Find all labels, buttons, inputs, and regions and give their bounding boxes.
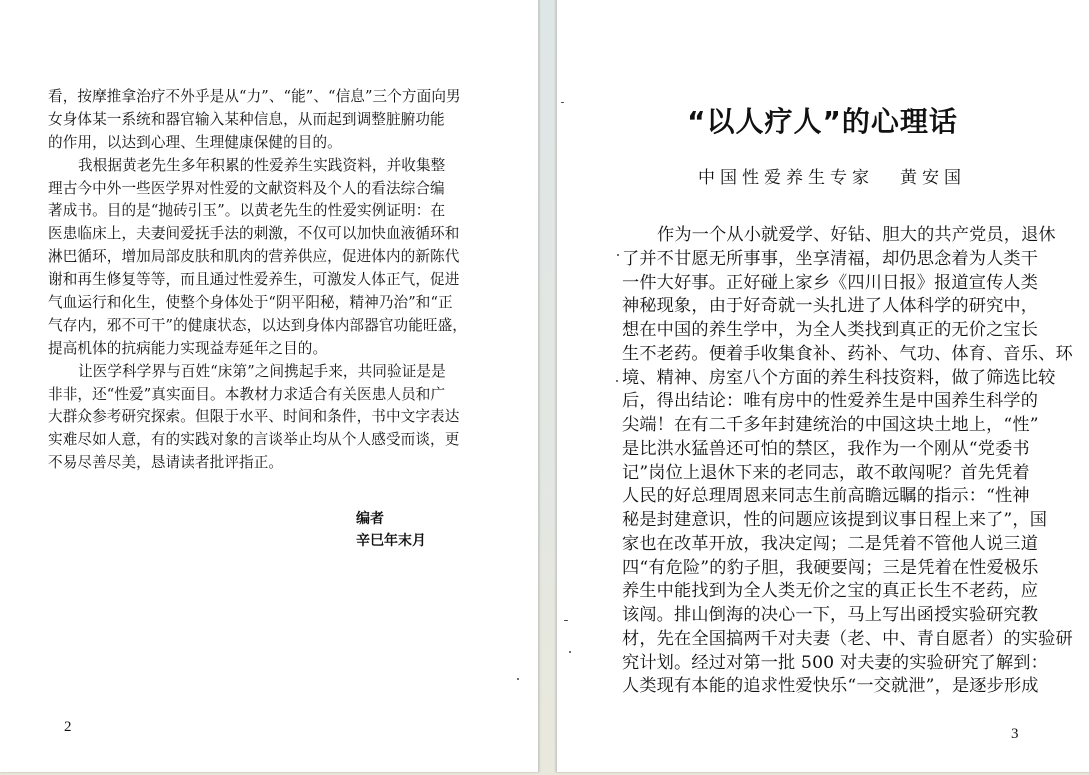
text-line: 提高机体的抗病能力实现益寿延年之目的。 (48, 339, 328, 357)
text-line: 女身体某一系统和器官输入某种信息，从而起到调整脏腑功能 (48, 110, 445, 128)
text-line: 理古今中外一些医学界对性爱的文献资料及个人的看法综合编 (48, 179, 445, 197)
page-2[interactable] (0, 0, 539, 772)
text-line: 让医学科学界与百姓“床第”之间携起手来，共同验证是是 (78, 362, 446, 380)
chapter-body-text (622, 224, 1073, 699)
text-line: 材，先在全国搞两千对夫妻（老、中、青自愿者）的实验研 (622, 628, 1073, 649)
signature-date: 辛巳年末月 (356, 533, 426, 549)
text-line: 谢和再生修复等等，而且通过性爱养生，可激发人体正气，促进 (48, 271, 460, 289)
text-line: 的作用，以达到心理、生理健康保健的目的。 (48, 133, 342, 151)
text-line: 生不老药。便着手收集食补、药补、气功、体育、音乐、环 (622, 343, 1073, 364)
text-line: 作为一个从小就爱学、好钻、胆大的共产党员，退休 (657, 225, 1056, 245)
text-line: 大群众参考研究探索。但限于水平、时间和条件，书中文字表达 (48, 408, 460, 426)
text-line: 该闯。排山倒海的决心一下，马上写出函授实验研究教 (622, 605, 1039, 625)
scan-speck (517, 678, 519, 680)
author-name: 黄安国 (900, 168, 966, 188)
text-line: 实难尽如人意，有的实践对象的言谈举止均从个人感受而谈，更 (48, 431, 460, 449)
text-line: 气血运行和化生，使整个身体处于“阴平阳秘，精神乃治”和“正 (48, 294, 453, 312)
text-line: 看，按摩推拿治疗不外乎是从“力”、“能”、“信息”三个方面向男 (48, 88, 461, 105)
text-line: 记”岗位上退休下来的老同志，敢不敢闯呢？首先凭着 (622, 462, 1030, 483)
text-line: 气存内，邪不可干”的健康状态，以达到身体内部器官功能旺盛， (48, 316, 467, 334)
text-line: 究计划。经过对第一批 500 对夫妻的实验研究了解到： (622, 652, 1048, 673)
text-line: 人类现有本能的追求性爱快乐“一交就泄”，是逐步形成 (622, 676, 1039, 697)
text-line: 我根据黄老先生多年积累的性爱养生实践资料，并收集整 (78, 156, 446, 174)
text-line: 人民的好总理周恩来同志生前高瞻远瞩的指示：“性神 (622, 486, 1030, 507)
text-line: 医患临床上，夫妻间爱抚手法的刺激，不仅可以加快血液循环和 (48, 225, 460, 243)
text-line: 一件大好事。正好碰上家乡《四川日报》报道宣传人类 (622, 272, 1039, 293)
text-line: 想在中国的养生学中，为全人类找到真正的无价之宝长 (622, 320, 1039, 340)
text-line: 四“有危险”的豹子胆，我硬要闯；三是凭着在性爱极乐 (622, 557, 1039, 578)
text-line: 淋巴循环，增加局部皮肤和肌肉的营养供应，促进体内的新陈代 (48, 248, 460, 266)
text-line: 后，得出结论：唯有房中的性爱养生是中国养生科学的 (622, 391, 1039, 412)
text-line: 养生中能找到为全人类无价之宝的真正长生不老药，应 (622, 581, 1039, 602)
text-line: 著成书。目的是“抛砖引玉”。以黄老先生的性爱实例证明：在 (48, 202, 446, 220)
text-line: 秘是封建意识，性的问题应该提到议事日程上来了”，国 (622, 510, 1048, 530)
scan-speck (616, 380, 618, 382)
signature-block (356, 508, 426, 552)
text-line: 家也在改革开放，我决定闯；二是凭着不管他人说三道 (622, 533, 1039, 554)
signature-role: 编者 (356, 511, 384, 527)
preface-body-text (48, 86, 468, 475)
text-line: 尖端！在有二千多年封建统治的中国这块土地上，“性” (622, 415, 1039, 435)
text-line: 非非，还“性爱”真实面目。本教材力求适合有关医患人员和广 (48, 385, 446, 403)
chapter-title: “以人疗人”的心理话 (687, 105, 958, 138)
text-line: 境、精神、房室八个方面的养生科技资料，做了筛选比较 (622, 367, 1056, 388)
text-line: 了并不甘愿无所事事，坐享清福，却仍思念着为人类干 (622, 248, 1039, 269)
text-line: 神秘现象，由于好奇就一头扎进了人体科学的研究中， (622, 296, 1039, 317)
page-number: 3 (1011, 726, 1019, 742)
scan-speck (564, 620, 568, 621)
author-title: 中国性爱养生专家 (698, 168, 874, 188)
scan-speck (617, 254, 619, 256)
text-line: 是比洪水猛兽还可怕的禁区，我作为一个刚从“党委书 (622, 438, 1030, 459)
author-line (698, 163, 966, 188)
text-line: 不易尽善尽美，恳请读者批评指正。 (48, 454, 284, 472)
scan-speck (569, 651, 571, 653)
page-number: 2 (64, 719, 72, 735)
